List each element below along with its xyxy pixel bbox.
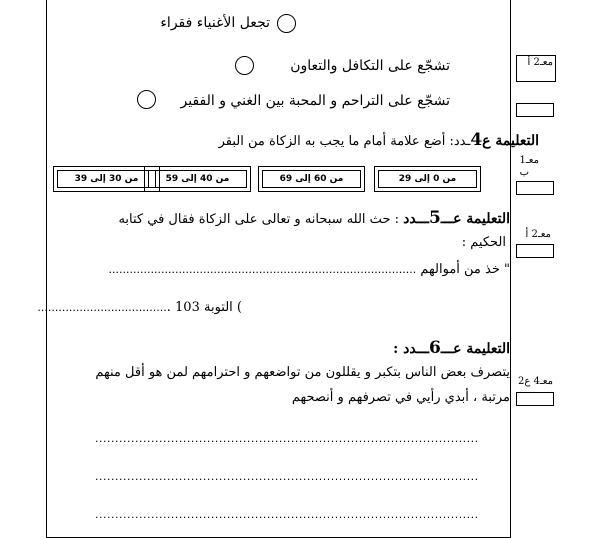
option-3-circle[interactable]	[137, 90, 156, 109]
task5-heading: التعليمة عـــ5ـــدد : حث الله سبحانه و تعالى على الزكاة فقال في كتابه	[118, 208, 510, 228]
criteria-label-1: معـ2 أ	[527, 57, 553, 68]
task4-heading: التعليمة ع4ـدد: أضع علامة أمام ما يجب به الزكاة من البقر	[218, 130, 539, 150]
task6-heading: التعليمة عـــ6ـــدد :	[393, 338, 510, 358]
range-option-1[interactable]: من 0 إلى 29	[374, 166, 481, 192]
task5-reference: ) التوبة 103 ......................................	[37, 300, 242, 315]
option-3: تشجّع على التراحم و المحبة بين الغني و الفقير	[180, 93, 450, 109]
range-option-3[interactable]: من 40 إلى 59	[144, 166, 251, 192]
task6-line-2: مرتبة ، أبدي رأيي في تصرفهم و أنصحهم	[291, 390, 510, 405]
option-1-circle[interactable]	[277, 14, 296, 33]
criteria-box-3[interactable]	[516, 244, 554, 258]
answer-line-3[interactable]: ................................................................................................	[95, 508, 479, 521]
range-option-2[interactable]: من 60 إلى 69	[258, 166, 365, 192]
criteria-label-4: معـ4 ع2	[517, 376, 553, 387]
criteria-label-2b: ب	[519, 167, 529, 178]
task5-quote: " خذ من أموالهم ........................................................................................	[108, 262, 510, 277]
task6-line-1: يتصرف بعض الناس بتكبر و يقللون من تواضعهم و احترامهم لمن هو أقل منهم	[95, 365, 510, 380]
answer-line-1[interactable]: ................................................................................................	[95, 432, 479, 445]
answer-line-2[interactable]: ................................................................................................	[95, 470, 479, 483]
criteria-label-3: معـ2 أ	[525, 229, 551, 240]
criteria-label-2a: معـ1	[519, 155, 539, 166]
criteria-box-2[interactable]	[516, 181, 554, 195]
option-1: تجعل الأغنياء فقراء	[160, 15, 270, 31]
criteria-box-1[interactable]	[516, 103, 554, 117]
criteria-box-4[interactable]	[516, 392, 554, 406]
task5-text-2: الحكيم :	[461, 235, 506, 250]
option-2-circle[interactable]	[235, 56, 254, 75]
range-option-4[interactable]: من 30 إلى 39	[53, 166, 160, 192]
option-2: تشجّع على التكافل والتعاون	[290, 58, 450, 74]
